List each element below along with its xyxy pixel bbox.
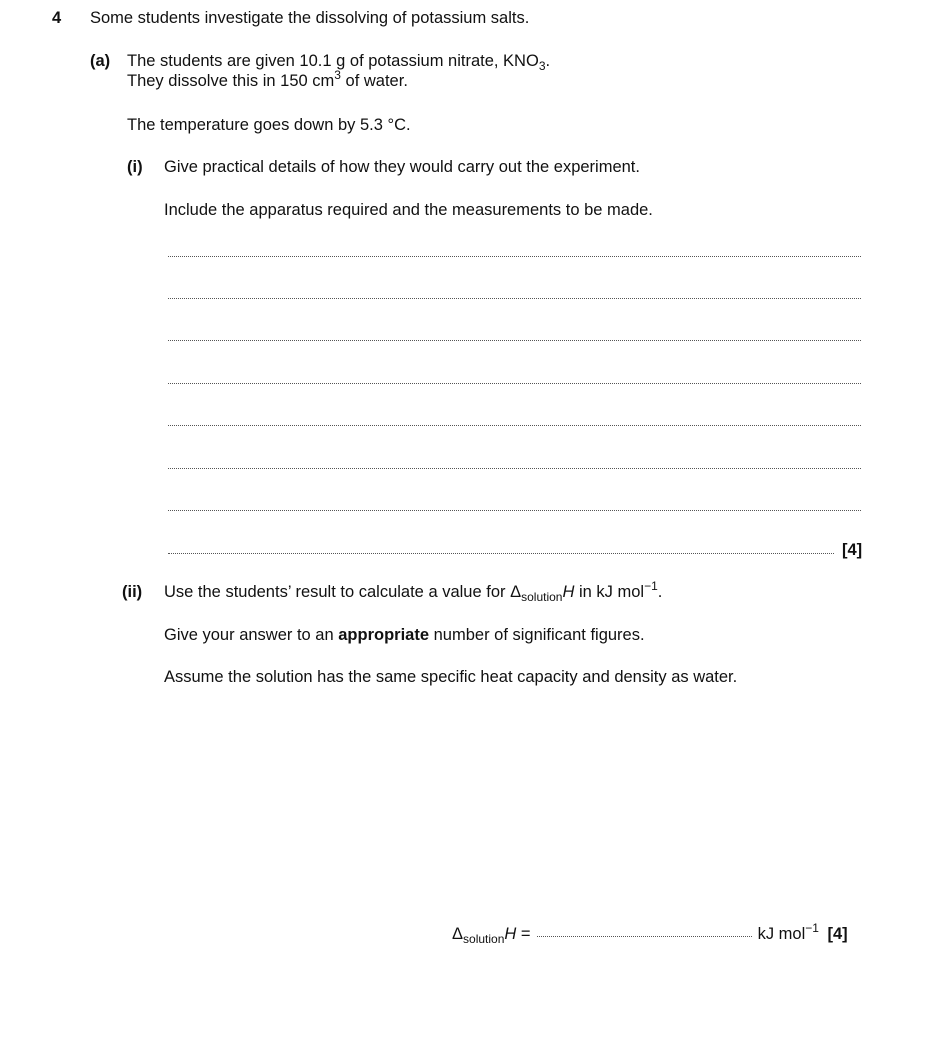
assumption-text: Assume the solution has the same specific heat capacity and density as water. bbox=[164, 668, 738, 686]
temperature-text: The temperature goes down by 5.3 °C. bbox=[127, 116, 411, 134]
sigfig-instruction: Give your answer to an appropriate number of significant figures. bbox=[164, 626, 645, 644]
answer-line[interactable] bbox=[168, 468, 861, 469]
answer-line[interactable] bbox=[168, 340, 861, 341]
part-a-line1: The students are given 10.1 g of potassium nitrate, $KNO_3$. bbox=[127, 52, 551, 73]
question-stem: Some students investigate the dissolving of potassium salts. bbox=[90, 9, 530, 27]
part-i-label: (i) bbox=[127, 158, 143, 176]
part-ii-marks: [4] bbox=[827, 925, 848, 943]
part-a-label: (a) bbox=[90, 52, 111, 70]
answer-line[interactable] bbox=[168, 256, 861, 257]
answer-row: $\Delta_{solution}H$ = kJ mol$^{-1}$ [4] bbox=[452, 921, 848, 946]
answer-line[interactable] bbox=[168, 298, 861, 299]
question-number: 4 bbox=[52, 9, 62, 27]
part-a-line2: They dissolve this in 150 $cm^3$ of water. bbox=[127, 68, 408, 90]
part-i-prompt: Give practical details of how they would carry out the experiment. bbox=[164, 158, 640, 176]
part-ii-label: (ii) bbox=[122, 583, 143, 601]
part-i-instruction: Include the apparatus required and the measurements to be made. bbox=[164, 201, 653, 219]
answer-line[interactable] bbox=[168, 425, 861, 426]
part-ii-prompt: Use the students’ result to calculate a value for $\Delta_{solution}H$ in kJ mol$^{-1}$. bbox=[164, 579, 663, 604]
part-i-marks: [4] bbox=[842, 541, 863, 559]
answer-line[interactable] bbox=[168, 510, 861, 511]
answer-line[interactable] bbox=[168, 553, 834, 554]
answer-field[interactable] bbox=[537, 936, 752, 937]
answer-line[interactable] bbox=[168, 383, 861, 384]
